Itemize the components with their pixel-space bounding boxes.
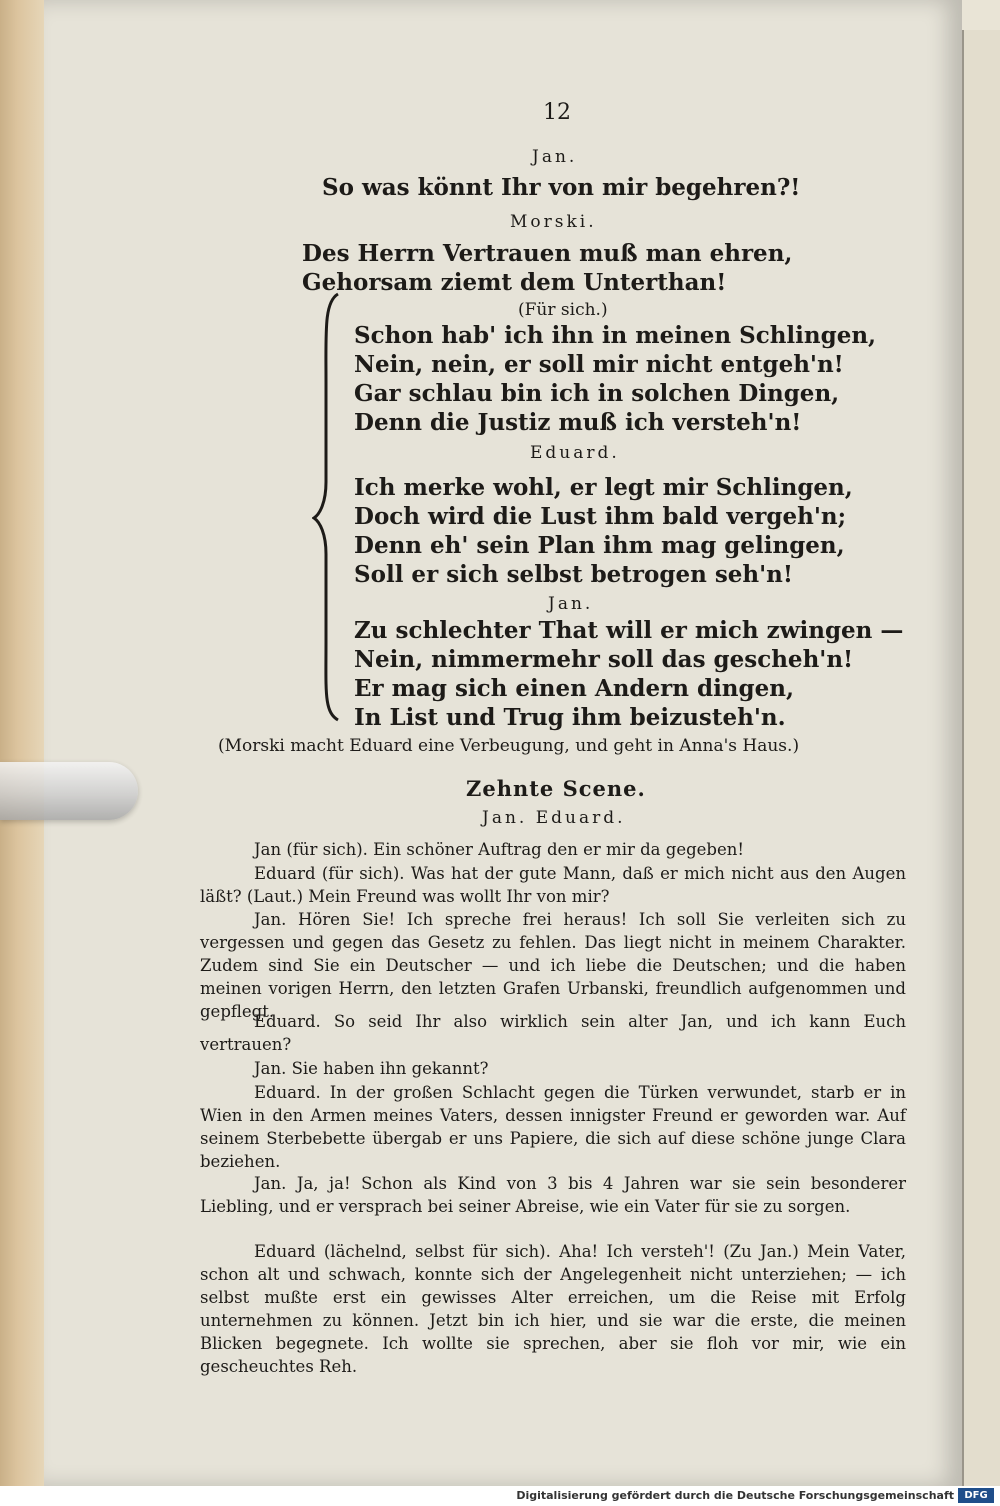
prose-paragraph: Jan. Sie haben ihn gekannt?	[254, 1059, 489, 1078]
next-page-edge	[962, 30, 1000, 1486]
scene-title: Zehnte Scene.	[466, 776, 646, 801]
verse-line: Nein, nein, er soll mir nicht entgeh'n!	[354, 351, 844, 378]
verse-line: Schon hab' ich ihn in meinen Schlingen,	[354, 322, 877, 349]
verse-line: Denn eh' sein Plan ihm mag gelingen,	[354, 532, 845, 559]
verse-line: Er mag sich einen Andern dingen,	[354, 675, 794, 702]
page-number: 12	[543, 100, 571, 125]
page-clip	[0, 762, 138, 820]
verse-line: Gehorsam ziemt dem Unterthan!	[302, 269, 727, 296]
speaker-jan: Jan.	[548, 594, 594, 614]
stage-direction: (Für sich.)	[518, 300, 608, 320]
verse-line: Gar schlau bin ich in solchen Dingen,	[354, 380, 840, 407]
prose-paragraph: Jan (für sich). Ein schöner Auftrag den er mir da gegeben!	[254, 840, 744, 859]
speaker-eduard: Eduard.	[530, 443, 620, 463]
prose-paragraph: Eduard. So seid Ihr also wirklich sein alter Jan, und ich kann Euch vertrauen?	[200, 1012, 906, 1054]
book-edge	[0, 0, 44, 1486]
verse-line: Soll er sich selbst betrogen seh'n!	[354, 561, 793, 588]
verse-line: So was könnt Ihr von mir begehren?!	[322, 174, 801, 201]
dfg-logo: DFG	[958, 1488, 994, 1503]
scene-characters: Jan. Eduard.	[482, 808, 626, 828]
speaker-morski: Morski.	[510, 212, 597, 232]
prose-paragraph: Eduard. In der großen Schlacht gegen die Türken verwundet, starb er in Wien in den Armen meines Vaters, dessen innigster Freund er geworden war. Auf seinem Sterbebette übergab er uns Papiere, die sich auf diese schöne junge Clara beziehen.	[200, 1083, 906, 1171]
prose-paragraph: Eduard (lächelnd, selbst für sich). Aha! Ich versteh'! (Zu Jan.) Mein Vater, schon alt und schwach, konnte sich der Angelegenheit nicht unterziehen; — ich selbst mußte erst ein gewisses Alter erreichen, um die Reise mit Erfolg unternehmen zu können. Jetzt bin ich hier, und sie war die erste, die meinen Blicken begegnete. Ich wollte sie sprechen, aber sie floh vor mir, wie ein gescheuchtes Reh.	[200, 1242, 906, 1376]
exit-direction: (Morski macht Eduard eine Verbeugung, und geht in Anna's Haus.)	[218, 736, 800, 756]
verse-line: Nein, nimmermehr soll das gescheh'n!	[354, 646, 854, 673]
verse-line: In List und Trug ihm beizusteh'n.	[354, 704, 786, 731]
curly-brace-icon	[312, 292, 342, 722]
verse-line: Ich merke wohl, er legt mir Schlingen,	[354, 474, 853, 501]
footer-bar	[0, 1486, 1000, 1506]
prose-paragraph: Eduard (für sich). Was hat der gute Mann, daß er mich nicht aus den Augen läßt? (Laut.) Mein Freund was wollt Ihr von mir?	[200, 864, 906, 906]
footer-credit: Digitalisierung gefördert durch die Deutsche Forschungsgemeinschaft	[516, 1489, 954, 1502]
speaker-jan: Jan.	[532, 147, 578, 167]
verse-line: Denn die Justiz muß ich versteh'n!	[354, 409, 802, 436]
verse-line: Des Herrn Vertrauen muß man ehren,	[302, 240, 793, 267]
verse-line: Zu schlechter That will er mich zwingen —	[354, 617, 904, 644]
prose-paragraph: Jan. Ja, ja! Schon als Kind von 3 bis 4 Jahren war sie sein besonderer Liebling, und er versprach bei seiner Abreise, wie ein Vater für sie zu sorgen.	[200, 1174, 906, 1216]
prose-paragraph: Jan. Hören Sie! Ich spreche frei heraus! Ich soll Sie verleiten sich zu vergessen und gegen das Gesetz zu fehlen. Das liegt nicht in meinem Charakter. Zudem sind Sie ein Deutscher — und ich liebe die Deutschen; und die haben meinen vorigen Herrn, den letzten Grafen Urbanski, freundlich aufgenommen und gepflegt.	[200, 910, 906, 1021]
verse-line: Doch wird die Lust ihm bald vergeh'n;	[354, 503, 847, 530]
